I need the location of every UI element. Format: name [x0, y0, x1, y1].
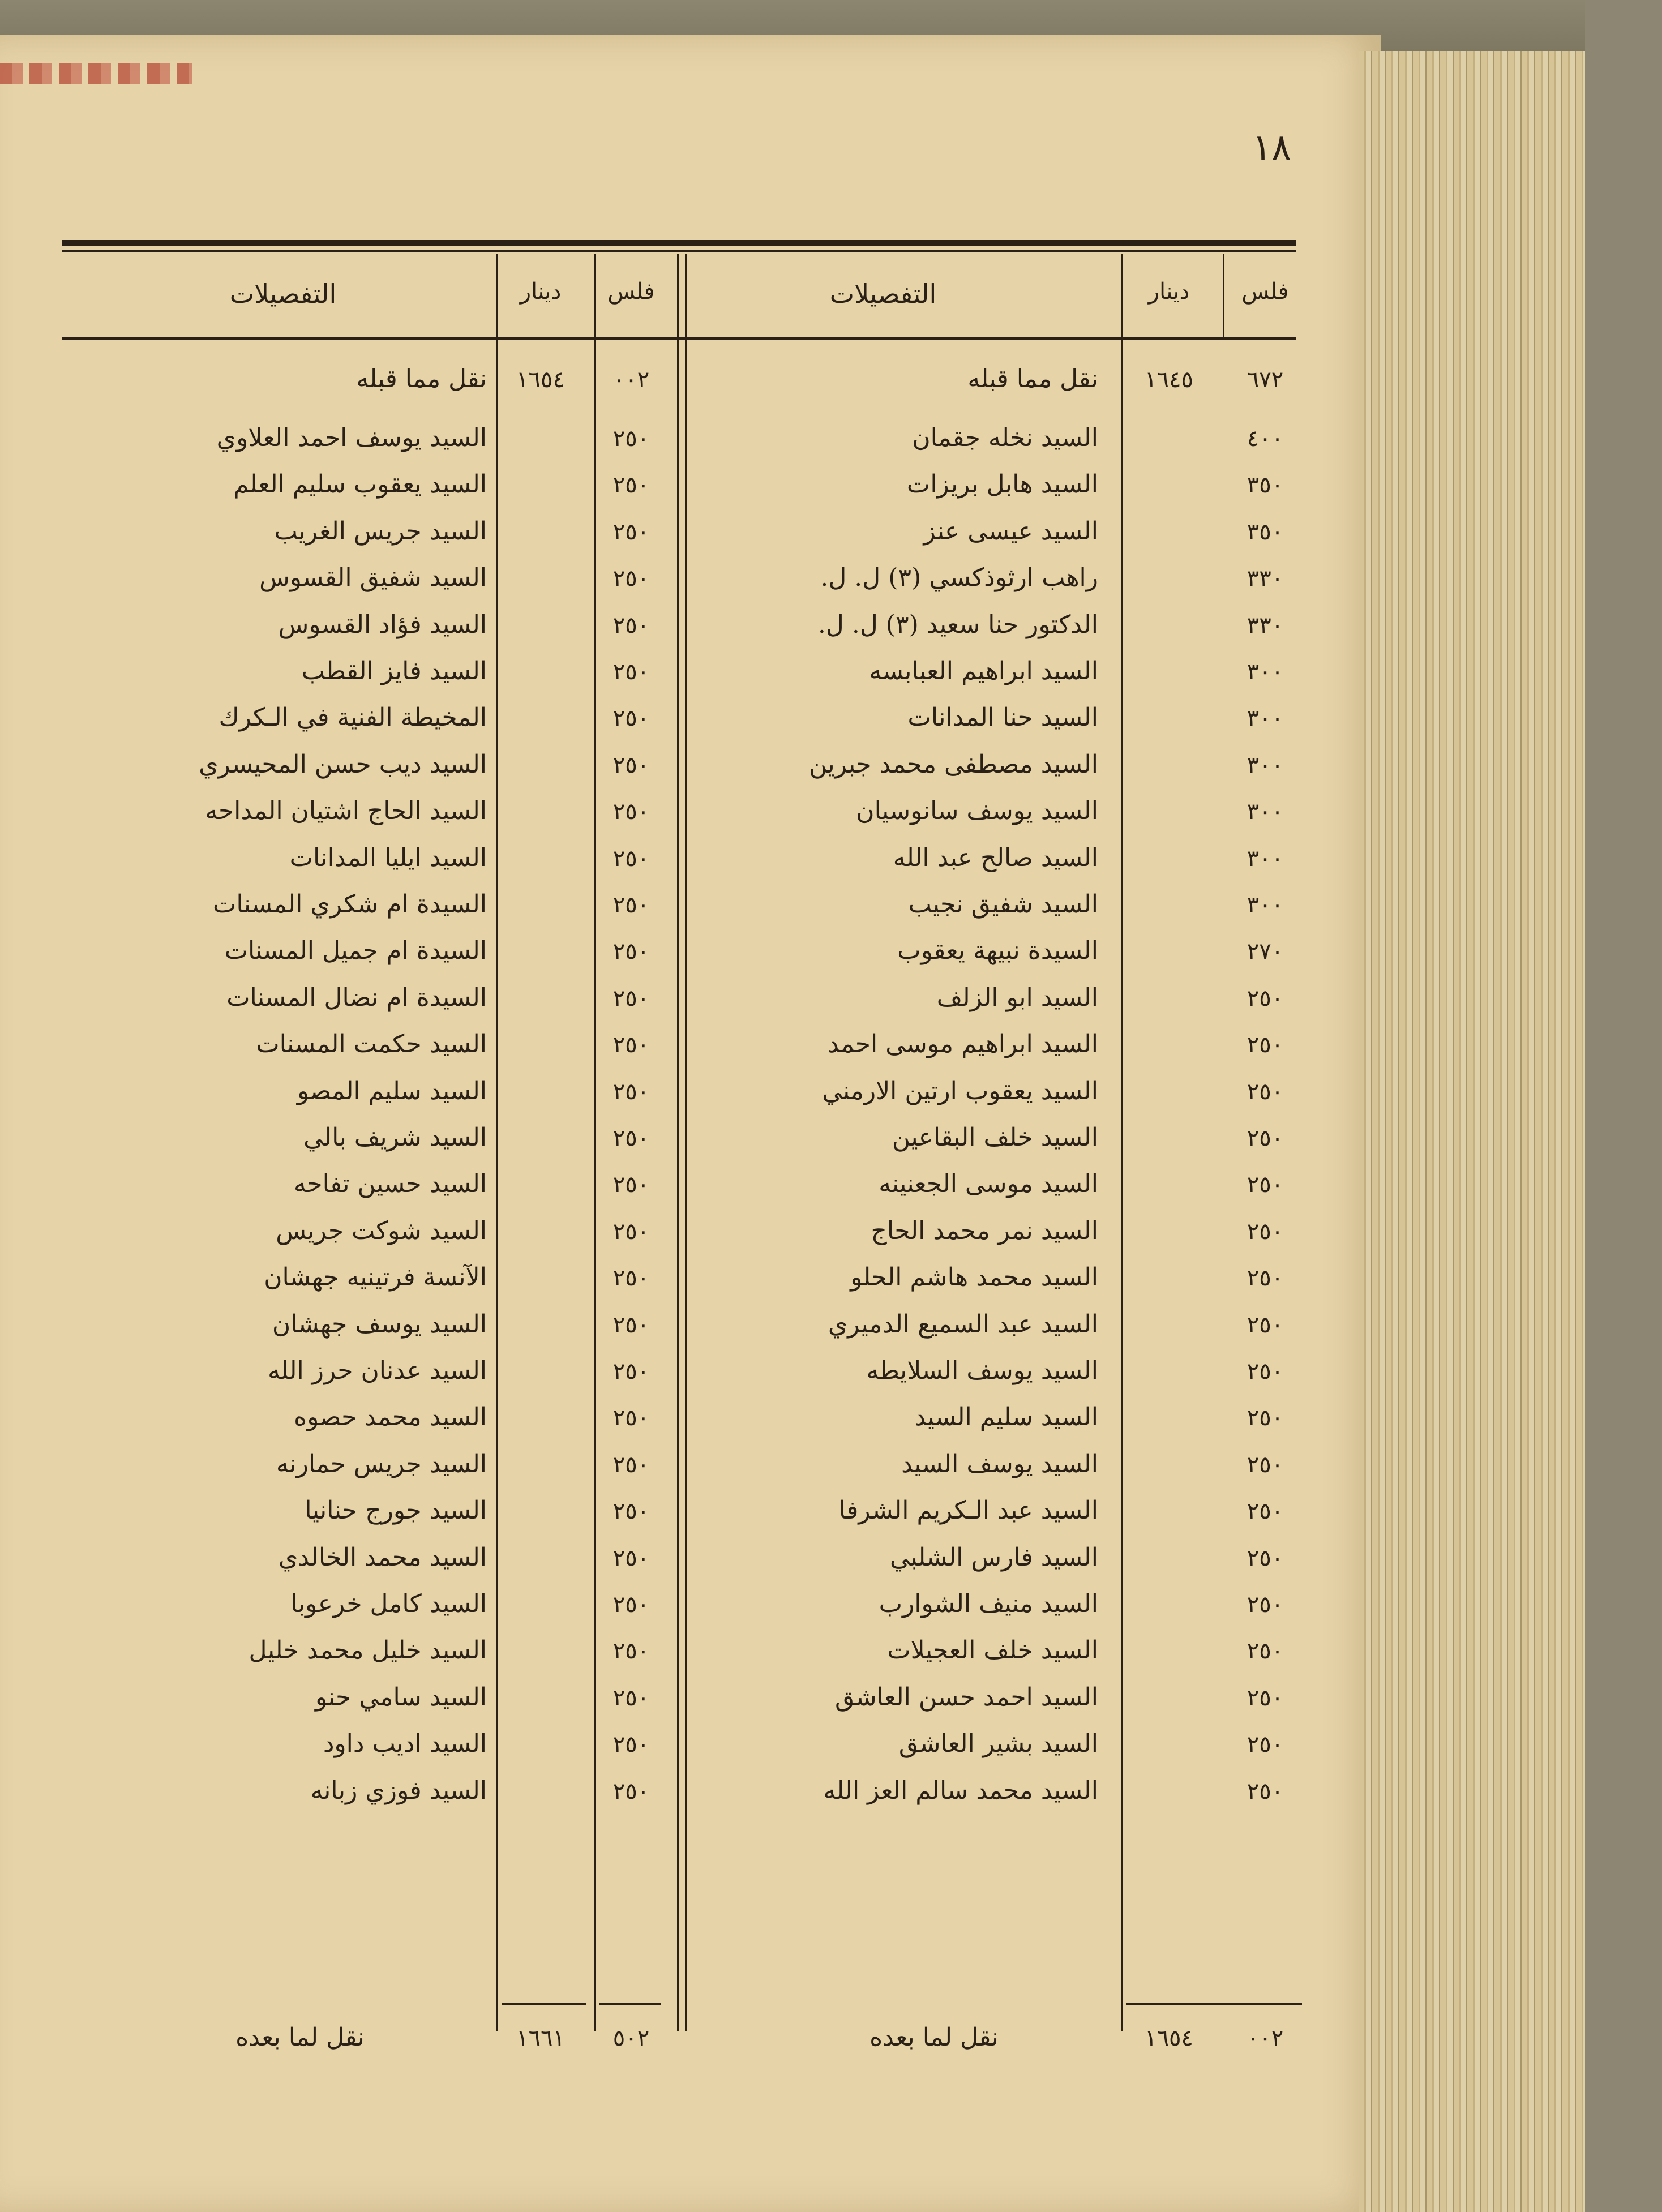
row-name-right: السيد خلف العجيلات: [887, 1636, 1098, 1665]
row-name-right: السيد محمد هاشم الحلو: [850, 1263, 1098, 1292]
row-fils-left: ٢٥٠: [612, 1078, 650, 1105]
row-fils-left: ٢٥٠: [612, 752, 650, 778]
row-fils-right: ٢٥٠: [1246, 985, 1284, 1011]
row-fils-left: ٢٥٠: [612, 892, 650, 918]
row-name-right: السيد احمد حسن العاشق: [835, 1682, 1098, 1712]
row-fils-right: ٢٥٠: [1246, 1218, 1284, 1245]
row-fils-left: ٢٥٠: [612, 1358, 650, 1384]
carry-out-fils-left: ٥٠٢: [612, 2025, 650, 2051]
row-name-right: السيد ابراهيم موسى احمد: [828, 1030, 1098, 1059]
row-name-right: السيد سليم السيد: [914, 1403, 1098, 1432]
row-fils-right: ٣٥٠: [1246, 518, 1284, 545]
row-fils-left: ٢٥٠: [612, 705, 650, 732]
row-fils-left: ٢٥٠: [612, 1684, 650, 1711]
row-name-left: السيد عدنان حرز الله: [267, 1356, 487, 1385]
row-name-right: السيد شفيق نجيب: [908, 890, 1098, 919]
row-name-right: السيد صالح عبد الله: [893, 843, 1098, 872]
carry-out-fils-right: ٠٠٢: [1246, 2025, 1284, 2051]
col-sep-fils-dinar-left: [594, 254, 596, 2031]
page-edges: [1359, 51, 1585, 2212]
total-rule-dinar-right: [1126, 2003, 1211, 2005]
row-name-right: راهب ارثوذكسي (٣) ل. ل.: [820, 563, 1098, 593]
row-fils-right: ٢٥٠: [1246, 1358, 1284, 1384]
row-name-left: السيد يعقوب سليم العلم: [233, 470, 487, 499]
row-name-left: السيد شفيق القسوس: [259, 563, 487, 593]
row-name-right: السيد بشير العاشق: [898, 1729, 1098, 1759]
carry-in-label-right: نقل مما قبله: [967, 365, 1098, 393]
row-fils-right: ٣٠٠: [1246, 799, 1284, 825]
row-fils-right: ٣٣٠: [1246, 612, 1284, 638]
row-fils-right: ٣٠٠: [1246, 752, 1284, 778]
row-fils-left: ٢٥٠: [612, 1592, 650, 1618]
row-fils-right: ٣٠٠: [1246, 892, 1284, 918]
row-name-left: السيد فايز القطب: [301, 657, 487, 685]
row-name-left: السيد حسين تفاحه: [293, 1169, 487, 1199]
top-rule-thin: [62, 250, 1296, 252]
row-name-left: السيد حكمت المسنات: [256, 1030, 487, 1059]
row-fils-left: ٢٥٠: [612, 1778, 650, 1804]
total-rule-fils-left: [599, 2003, 661, 2005]
row-fils-left: ٢٥٠: [612, 1311, 650, 1338]
row-name-right: السيد ابو الزلف: [936, 983, 1098, 1012]
row-fils-right: ٢٥٠: [1246, 1498, 1284, 1525]
top-rule-thick: [62, 240, 1296, 246]
row-name-right: السيد حنا المدانات: [907, 703, 1098, 732]
row-name-left: السيد كامل خرعوبا: [290, 1589, 487, 1618]
row-fils-right: ٢٥٠: [1246, 1032, 1284, 1058]
carry-out-label-left: نقل لما بعده: [235, 2023, 365, 2052]
row-fils-right: ٢٥٠: [1246, 1638, 1284, 1665]
header-details-left: التفصيلات: [229, 278, 337, 309]
header-dinar-right: دينار: [1148, 278, 1190, 305]
row-fils-left: ٢٥٠: [612, 1638, 650, 1665]
row-name-right: السيد عبد السميع الدميري: [828, 1309, 1098, 1339]
row-name-left: السيد اديب داود: [323, 1729, 487, 1759]
row-name-left: السيد سامي حنو: [315, 1682, 487, 1712]
row-fils-right: ٢٥٠: [1246, 1731, 1284, 1758]
row-name-left: السيد الحاج اشتيان المداحه: [205, 796, 487, 826]
row-name-right: السيدة نبيهة يعقوب: [897, 936, 1098, 966]
row-fils-left: ٢٥٠: [612, 612, 650, 638]
cover-edge-trace: [0, 63, 192, 84]
row-fils-left: ٢٥٠: [612, 985, 650, 1011]
row-fils-left: ٢٥٠: [612, 1731, 650, 1758]
row-fils-right: ٣٠٠: [1246, 705, 1284, 732]
row-fils-right: ٢٥٠: [1246, 1451, 1284, 1478]
row-fils-left: ٢٥٠: [612, 845, 650, 872]
col-sep-dinar-details-left: [496, 254, 498, 2031]
row-fils-left: ٢٥٠: [612, 426, 650, 452]
carry-in-fils-right: ٦٧٢: [1246, 367, 1284, 393]
row-fils-right: ٢٥٠: [1246, 1311, 1284, 1338]
row-name-right: الدكتور حنا سعيد (٣) ل. ل.: [817, 610, 1098, 639]
carry-in-dinar-left: ١٦٥٤: [516, 367, 565, 393]
row-fils-right: ٢٥٠: [1246, 1172, 1284, 1198]
row-name-left: السيد ديب حسن المحيسري: [199, 749, 487, 779]
row-name-left: السيدة ام شكري المسنات: [212, 890, 487, 919]
book-board: [1585, 0, 1662, 2212]
row-fils-left: ٢٥٠: [612, 1451, 650, 1478]
row-fils-left: ٢٥٠: [612, 1032, 650, 1058]
row-name-right: السيد يوسف سانوسيان: [856, 796, 1098, 826]
row-fils-left: ٢٥٠: [612, 1498, 650, 1525]
row-fils-right: ٣٠٠: [1246, 845, 1284, 872]
row-name-left: المخيطة الفنية في الـكرك: [219, 703, 487, 732]
row-name-left: السيد سليم المصو: [297, 1076, 487, 1105]
row-name-left: السيدة ام نضال المسنات: [226, 983, 487, 1012]
header-fils-right: فلس: [1241, 278, 1289, 305]
row-fils-right: ٢٧٠: [1246, 938, 1284, 965]
row-name-right: السيد محمد سالم العز الله: [823, 1776, 1098, 1805]
row-fils-left: ٢٥٠: [612, 518, 650, 545]
total-rule-fils-right: [1211, 2003, 1302, 2005]
row-fils-left: ٢٥٠: [612, 938, 650, 965]
header-dinar-left: دينار: [520, 278, 562, 305]
row-name-left: السيد جريس الغريب: [274, 516, 487, 546]
carry-in-fils-left: ٠٠٢: [612, 367, 650, 393]
row-fils-right: ٤٠٠: [1246, 426, 1284, 452]
row-name-right: السيد عبد الـكريم الشرفا: [838, 1496, 1098, 1525]
carry-out-dinar-left: ١٦٦١: [516, 2025, 565, 2051]
row-name-right: السيد ابراهيم العبابسه: [869, 657, 1098, 685]
row-name-left: الآنسة فرتينيه جهشان: [264, 1263, 487, 1292]
row-fils-right: ٣٠٠: [1246, 659, 1284, 685]
row-fils-left: ٢٥٠: [612, 1545, 650, 1571]
row-name-left: السيد ايليا المدانات: [289, 843, 487, 872]
row-name-left: السيد جريس حمارنه: [276, 1449, 487, 1478]
carry-out-label-right: نقل لما بعده: [869, 2023, 999, 2052]
row-name-left: السيد شريف بالي: [303, 1123, 487, 1152]
row-name-right: السيد نمر محمد الحاج: [871, 1216, 1098, 1245]
row-fils-left: ٢٥٠: [612, 472, 650, 499]
header-details-right: التفصيلات: [829, 278, 937, 309]
row-fils-right: ٢٥٠: [1246, 1778, 1284, 1804]
row-fils-left: ٢٥٠: [612, 1265, 650, 1292]
col-sep-dinar-details-right: [1121, 254, 1123, 2031]
row-name-left: السيد خليل محمد خليل: [249, 1636, 487, 1665]
row-fils-left: ٢٥٠: [612, 1125, 650, 1151]
row-fils-right: ٢٥٠: [1246, 1405, 1284, 1431]
row-name-left: السيد محمد حصوه: [294, 1403, 487, 1432]
row-name-left: السيد شوكت جريس: [276, 1216, 487, 1245]
row-name-right: السيد هابل بريزات: [906, 470, 1098, 499]
col-sep-fils-dinar-right-header: [1223, 254, 1224, 337]
row-name-left: السيدة ام جميل المسنات: [224, 936, 487, 966]
header-rule: [62, 337, 1296, 340]
row-name-right: السيد موسى الجعنينه: [879, 1169, 1098, 1199]
row-fils-right: ٣٣٠: [1246, 565, 1284, 592]
row-name-left: السيد جورج حنانيا: [305, 1496, 487, 1525]
row-name-right: السيد فارس الشلبي: [889, 1542, 1098, 1572]
row-fils-left: ٢٥٠: [612, 565, 650, 592]
row-name-left: السيد فؤاد القسوس: [278, 610, 487, 639]
row-fils-right: ٢٥٠: [1246, 1545, 1284, 1571]
header-fils-left: فلس: [607, 278, 655, 305]
row-name-right: السيد يوسف السيد: [901, 1449, 1098, 1478]
page-number: ١٨: [1252, 127, 1291, 169]
carry-in-dinar-right: ١٦٤٥: [1145, 367, 1193, 393]
row-name-right: السيد يوسف السلايطه: [866, 1356, 1098, 1385]
row-fils-right: ٢٥٠: [1246, 1592, 1284, 1618]
row-fils-right: ٢٥٠: [1246, 1265, 1284, 1292]
row-fils-right: ٣٥٠: [1246, 472, 1284, 499]
carry-in-label-left: نقل مما قبله: [356, 365, 487, 393]
row-fils-left: ٢٥٠: [612, 1218, 650, 1245]
carry-out-dinar-right: ١٦٥٤: [1145, 2025, 1193, 2051]
row-name-right: السيد خلف البقاعين: [892, 1123, 1098, 1152]
row-fils-left: ٢٥٠: [612, 1405, 650, 1431]
row-name-left: السيد محمد الخالدي: [278, 1542, 487, 1572]
row-name-right: السيد منيف الشوارب: [879, 1589, 1098, 1618]
row-name-right: السيد نخله جقمان: [912, 423, 1098, 452]
row-fils-left: ٢٥٠: [612, 799, 650, 825]
col-sep-middle-a: [677, 254, 679, 2031]
row-name-right: السيد مصطفى محمد جبرين: [809, 749, 1098, 779]
row-name-right: السيد عيسى عنز: [923, 516, 1098, 546]
row-name-right: السيد يعقوب ارتين الارمني: [822, 1076, 1098, 1105]
row-fils-right: ٢٥٠: [1246, 1125, 1284, 1151]
row-fils-right: ٢٥٠: [1246, 1078, 1284, 1105]
row-fils-left: ٢٥٠: [612, 1172, 650, 1198]
row-name-left: السيد يوسف جهشان: [272, 1309, 487, 1339]
total-rule-dinar-left: [502, 2003, 586, 2005]
row-fils-right: ٢٥٠: [1246, 1684, 1284, 1711]
row-name-left: السيد يوسف احمد العلاوي: [216, 423, 487, 452]
row-fils-left: ٢٥٠: [612, 659, 650, 685]
row-name-left: السيد فوزي زبانه: [310, 1776, 487, 1805]
